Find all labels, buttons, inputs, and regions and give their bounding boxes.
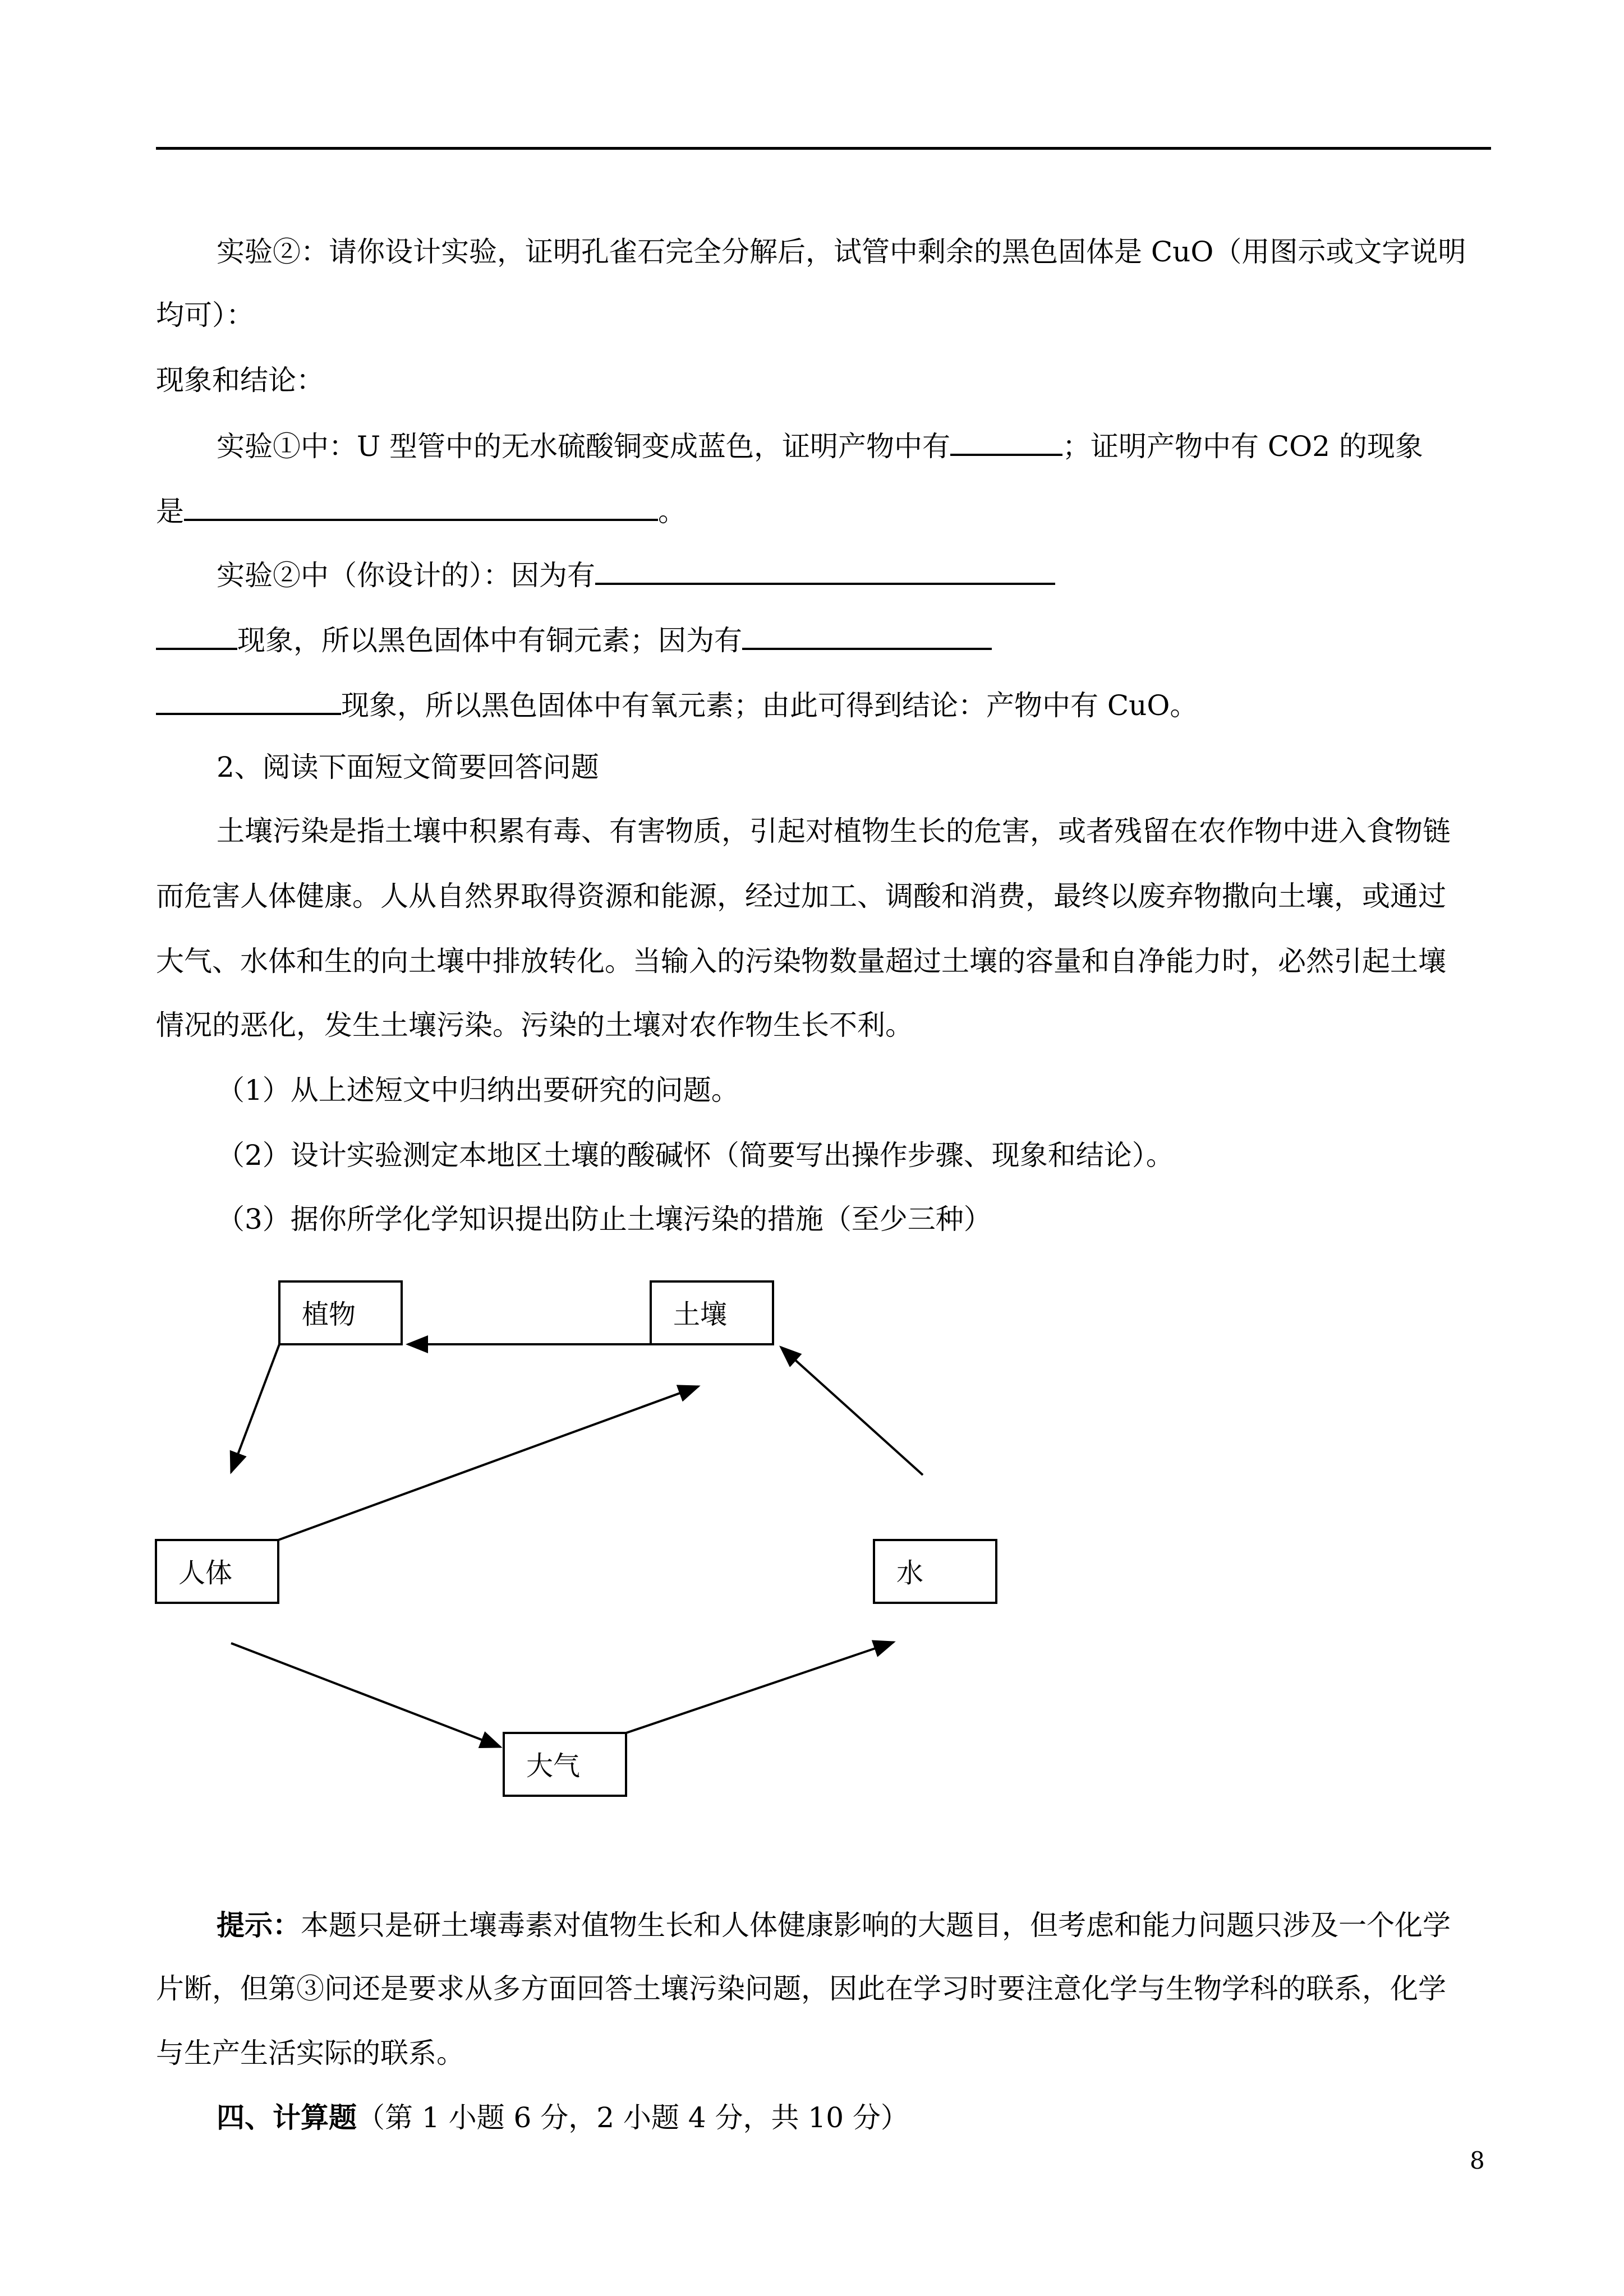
section-4-points: （第 1 小题 6 分，2 小题 4 分，共 10 分） — [357, 2101, 909, 2134]
passage-line-3: 大气、水体和生的向土壤中排放转化。当输入的污染物数量超过土壤的容量和自净能力时，必然引起土壤 — [156, 945, 1446, 978]
exp1-line-2-tail: 。 — [658, 495, 686, 528]
hint-label: 提示： — [217, 1908, 301, 1942]
sub-question-3: （3）据你所学化学知识提出防止土壤污染的措施（至少三种） — [217, 1203, 992, 1235]
passage-line-2: 而危害人体健康。人从自然界取得资源和能源，经过加工、调酸和消费，最终以废弃物撒向土壤，或通过 — [156, 880, 1446, 912]
exp2-design-line-2: 均可）： — [156, 299, 254, 331]
hint-line-1-text: 本题只是研土壤毒素对值物生长和人体健康影响的大题目，但考虑和能力问题只涉及一个化学 — [301, 1909, 1451, 1942]
hint-line-3: 与生产生活实际的联系。 — [156, 2037, 464, 2069]
air-box — [504, 1733, 626, 1796]
page-number: 8 — [1470, 2147, 1485, 2174]
passage-line-4: 情况的恶化，发生土壤污染。污染的土壤对农作物生长不利。 — [156, 1009, 913, 1041]
sub-question-1: （1）从上述短文中归纳出要研究的问题。 — [217, 1074, 739, 1106]
arrow-human-to-soil — [278, 1386, 698, 1540]
exp2-result-line-2-text: 现象，所以黑色固体中有铜元素；因为有 — [237, 624, 742, 657]
soil-label: 土壤 — [673, 1299, 728, 1330]
hint-line-2: 片断，但第③问还是要求从多方面回答土壤污染问题，因此在学习时要注意化学与生物学科的联系，化学 — [156, 1972, 1446, 2005]
exp2-result-line-3-text: 现象，所以黑色固体中有氧元素；由此可得到结论：产物中有 CuO。 — [341, 689, 1198, 722]
question-2-title: 2、阅读下面短文简要回答问题 — [217, 751, 599, 783]
sub-question-2: （2）设计实验测定本地区土壤的酸碱怀（简要写出操作步骤、现象和结论）。 — [217, 1139, 1174, 1172]
section-4-heading — [217, 2098, 1552, 2137]
plant-box — [279, 1281, 402, 1344]
arrow-human-to-air — [231, 1643, 500, 1747]
phenomena-heading: 现象和结论： — [156, 364, 324, 397]
air-label: 大气 — [526, 1750, 581, 1782]
section-4-label: 四、计算题 — [217, 2101, 357, 2134]
exp1-line-2-text: 是 — [156, 495, 184, 528]
passage-line-1: 土壤污染是指土壤中积累有毒、有害物质，引起对植物生长的危害，或者残留在农作物中进入食物链 — [217, 815, 1451, 847]
water-box — [874, 1540, 996, 1603]
human-label: 人体 — [178, 1557, 233, 1589]
exp2-design-line-1: 实验②：请你设计实验，证明孔雀石完全分解后，试管中剩余的黑色固体是 CuO（用图示或文字说明 — [217, 236, 1466, 268]
arrow-plant-to-human — [231, 1344, 279, 1472]
plant-label: 植物 — [302, 1299, 356, 1330]
exp1-line-1-text: 实验①中：U 型管中的无水硫酸铜变成蓝色，证明产物中有 — [217, 430, 951, 463]
human-box — [156, 1540, 278, 1603]
soil-box — [651, 1281, 773, 1344]
exp1-line-1-tail: ；证明产物中有 CO2 的现象 — [1062, 430, 1423, 463]
hint-line-1 — [217, 1906, 1552, 1945]
arrow-air-to-water — [626, 1642, 894, 1733]
exp2-result-line-1-text: 实验②中（你设计的）：因为有 — [217, 559, 595, 592]
arrow-water-to-soil — [781, 1347, 923, 1475]
water-label: 水 — [896, 1557, 924, 1589]
